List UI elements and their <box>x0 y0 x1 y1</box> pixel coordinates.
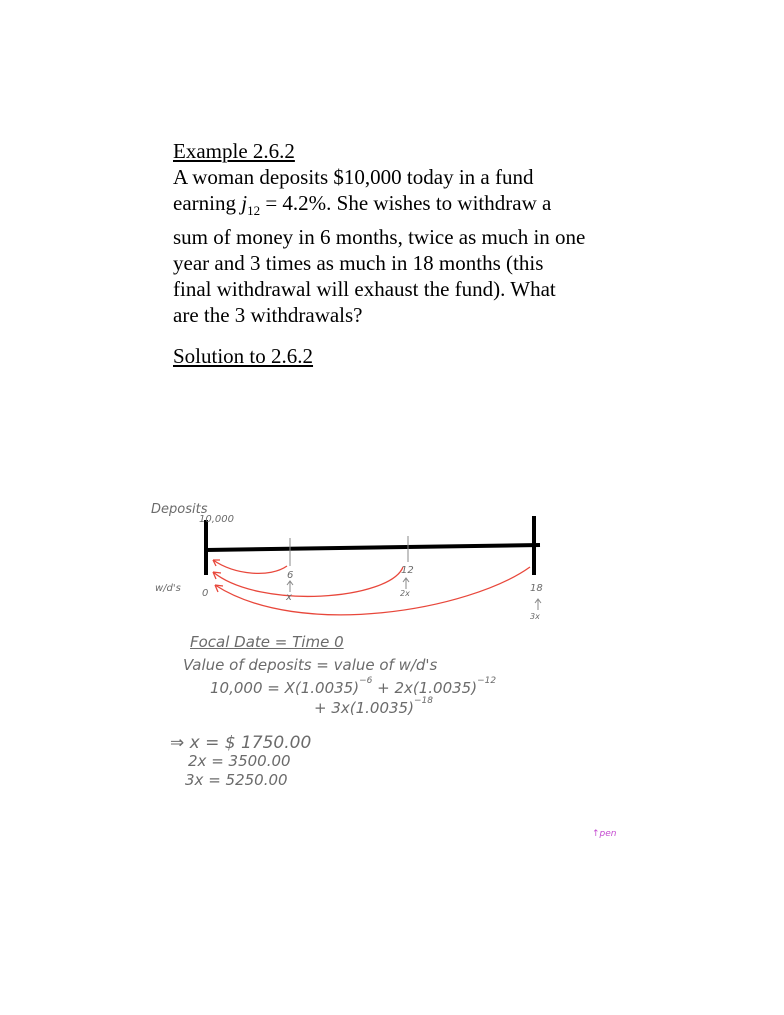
deposits-label: Deposits <box>151 502 208 517</box>
withdrawal-x: x <box>286 592 292 603</box>
result-x: ⇒ x = $ 1750.00 <box>170 733 312 753</box>
problem-line-5: final withdrawal will exhaust the fund). What <box>173 277 556 302</box>
withdrawal-3x: 3x <box>530 612 540 621</box>
time-label-6: 6 <box>287 570 294 581</box>
problem-line-2-post: = 4.2%. She wishes to withdraw a <box>260 191 552 215</box>
exponent-2: −12 <box>477 676 497 686</box>
exponent-3: −18 <box>413 696 433 706</box>
exponent-1: −6 <box>359 676 373 686</box>
focal-date-note: Focal Date = Time 0 <box>190 633 344 651</box>
up-arrow-12 <box>403 578 409 589</box>
deposit-amount: 10,000 <box>199 514 234 525</box>
timeline-axis <box>206 545 540 550</box>
problem-line-1: A woman deposits $10,000 today in a fund <box>173 165 534 189</box>
solution-heading: Solution to 2.6.2 <box>173 344 314 368</box>
value-equation: Value of deposits = value of w/d's <box>183 656 438 674</box>
result-3x: 3x = 5250.00 <box>185 771 288 789</box>
problem-line-6: are the 3 withdrawals? <box>173 303 363 328</box>
time-label-0: 0 <box>202 588 209 599</box>
problem-line-3: sum of money in 6 months, twice as much in one <box>173 225 586 250</box>
problem-line-2-pre: earning <box>173 191 242 215</box>
pen-mark: ↑pen <box>592 829 617 839</box>
equation-line-2 <box>314 696 433 717</box>
withdrawals-label: w/d's <box>155 583 181 594</box>
discount-arrow-6 <box>213 560 287 573</box>
rate-symbol: j <box>241 191 248 215</box>
equation-line-1 <box>210 676 497 697</box>
up-arrow-6 <box>287 581 293 592</box>
equation-term-1: 10,000 = X(1.0035) <box>210 679 360 697</box>
time-label-12: 12 <box>401 565 414 576</box>
withdrawal-2x: 2x <box>400 589 410 598</box>
discount-arrow-18 <box>215 567 530 615</box>
example-title: Example 2.6.2 <box>173 139 295 163</box>
result-2x: 2x = 3500.00 <box>188 752 291 770</box>
rate-subscript: 12 <box>247 203 261 219</box>
time-label-18: 18 <box>530 583 543 594</box>
problem-line-4: year and 3 times as much in 18 months (this <box>173 251 544 276</box>
equation-term-3: + 3x(1.0035) <box>314 699 414 717</box>
up-arrow-18 <box>535 599 541 610</box>
equation-term-2: + 2x(1.0035) <box>372 679 478 697</box>
